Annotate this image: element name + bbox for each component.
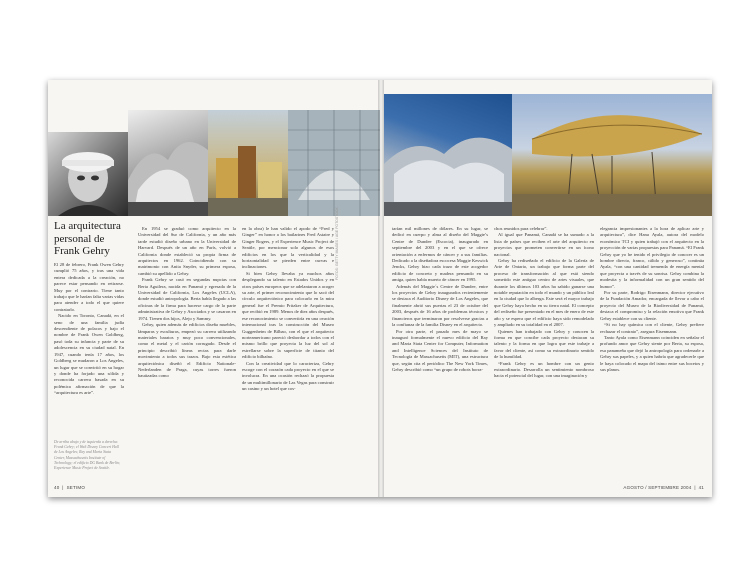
right-col1-p2: Además del Maggie´s Centre de Dundee, entre los proyectos de Gehry inaugurados recientemente se destaca el Auditorio Disney de Los Angeles, que finalmente abrió sus puertas el 23 de octubre del 2003, después de 16 años de problemas técnicos y financieros que terminaron por resolverse gracias a la confianza de la familia Disney en el arquitecto. [392, 283, 488, 328]
left-col3-p1: en la obra) le han valido el apodo de “Fred y Ginger” en honor a los bailarines Fred Astaire y Ginger Rogers, y el Experience Music Project de Seattle, por mencionar solo algunos de esos edificios en los que la verticalidad y la horizontalidad se pierden entre curvas e inclinaciones. [242, 226, 334, 270]
left-col2-p2: Frank Gehry se casó en segundas nupcias con Berta Aguilera, nacida en Panamá y egresada de la Universidad de California, Los Angeles (UCLA), donde estudió antropología. Berta había llegado a las oficinas de la firma para hacerse cargo de la parte administrativa de Gehry y Asociados y se casaron en 1974. Tienen dos hijos, Alejo y Sammy. [138, 277, 236, 321]
intro-paragraph-2: Nacido en Toronto, Canadá, en el seno de una familia judía descendiente de polacos y bajo el nombre de Frank Owen Goldberg, pasó toda su infancia y parte de su adolescencia en su ciudad natal. En 1947, cuando tenía 17 años, los Goldberg se mudaron a Los Angeles, un lugar que se convirtió en su hogar y donde ha forjado una sólida y reconocida carrera basada en su polémica afirmación de que la “arquitectura es arte”. [54, 313, 124, 396]
right-col3-p3: “Si no hay química con el cliente, Gehry prefiere rechazar el contrato”, asegura Eisenmann. [600, 322, 704, 334]
right-col2-p3: Gehry ha rediseñado el edificio de la Galería de Arte de Ontario, un trabajo que forma parte del proceso de transformación al que está siendo sometido este antiguo centro de artes visuales, que durante los últimos 103 años ha sabido ganarse una notable reputación en todo el mundo y un público leal en la ciudad que lo alberga. Este será el mayor trabajo que Gehry haya hecho en su tierra natal. El concepto del rediseño fue presentado en el mes de enero de este año y se espera que el edificio haya sido remodelado y ampliado en su totalidad en el 2007. [494, 258, 594, 328]
right-col2-p5: “Frank Gehry es un hombre con un genio extraordinario. Desarrolla un sentimiento nombroso hacia el potencial del lugar, con una imaginación y [494, 360, 594, 379]
right-col2-p2: Al igual que Panamá, Canadá se ha sumado a la lista de países que reciben el arte del arquitecto en proyectos que prometen convertirse en un ícono nacional. [494, 232, 594, 257]
portrait-photo [48, 132, 128, 216]
photo-caption: De arriba abajo y de izquierda a derecha: Frank Gehry; el Walt Disney Concert Hall de Los Angeles; Ray and Maria Stata Center, Massachusetts Institute of Technology; el edificio DG Bank de Berlín; Experience Music Project de Seattle. [54, 440, 121, 471]
right-col1-p1: tarían mil millones de dólares. En su lugar, se dedicó en cuerpo y alma al diseño del Maggie’s Centre de Dundee (Escocia), inaugurado en septiembre del 2003 y en el que se ofrece orientación a enfermos de cáncer y a sus familias. Dedicado a la diseñadora escocesa Maggie Keswick Jencks, Gehry hizo cada trazo de este acogedor edificio de concreto y madera pensando en su amiga, quien había muerto de cáncer en 1995. [392, 226, 488, 283]
article-title: La arquitectura personal de Frank Gehry [54, 220, 121, 257]
intro-paragraph: El 28 de febrero, Frank Owen Gehry cumplió 75 años, y tras una vida entera dedicada a la creación, no parece estar pensando en retirarse. Muy por el contrario. Tiene tanto trabajo que le harían falta varias vidas para atender a todo el que quiere contratarlo. [54, 262, 124, 312]
right-col3-p4: Tanto Ayala como Eisenmann coinciden en señalar el profundo amor que Gehry siente por Berta, su esposa, esa panameña que dejó la antropología para ordenarle a Gehry sus papeles, y a quien habría que agradecerle que le haya colocado el mapa del istmo entre sus bocetos y sus planos. [600, 334, 704, 372]
right-col3-p1: elegancia impresionantes a la hora de aplicar arte y arquitectura”, dice Hana Ayala, autora del modelo económico TCI y quien trabajó con el arquitecto en la proyección de varias propuestas para Panamá. “El Frank Gehry que yo he tenido el privilegio de conocer es un hombre directo, franco, cálido y generoso”, continúa Ayala, “con una cantidad tremenda de energía mental que proyecta a través de su sonrisa. Gehry combina la modestia y la informalidad con un gran sentido del humor”. [600, 226, 704, 289]
left-col2-p1: En 1954 se graduó como arquitecto en la Universidad del Sur de California, y un año más tarde estudió diseño urbano en la Universidad de Harvard. Después de un año en París, volvió a California donde estableció su propia firma de arquitectos en 1962. Coincidiendo con su matrimonio con Anita Snyder, su primera esposa, cambió su apellido a Gehry. [138, 226, 236, 276]
issue-date: AGOSTO / SEPTIEMBRE 2004 [623, 485, 692, 490]
emp-seattle-photo [384, 94, 512, 216]
right-col2-p4: Quienes han trabajado con Gehry y conocen la forma en que concibe cada proyecto destacan su talento y la forma en que logra que este trabaje a favor del cliente, así como su extraordinario sentido de la humildad. [494, 328, 594, 360]
left-col3-p3: Con la creatividad que lo caracteriza, Gehry escoge con el corazón cada proyecto en el que se involucra. En una ocasión rechazó la propuesta de un multimillonario de Las Vegas para construir un casino y un hotel que cos- [242, 360, 334, 392]
right-col1-p3: Por otra parte, el pasado mes de mayo se inauguró formalmente el nuevo edificio del Ray and Maria Stata Center for Computer, Information and Intelligence Sciences del Instituto de Tecnología de Massachusetts (MIT), una estructura que, según cita el periódico The New York Times, Gehry describió como “un grupo de robots borra- [392, 328, 488, 372]
right-page-number: 41 [698, 485, 704, 490]
left-col2-p3: Gehry, quien además de edificios diseña muebles, lámparas y esculturas, empezó su carrera utilizando materiales baratos y muy poco convencionales, como el metal y el cartón corrugado. Desde el principio describió líneas rectas para darle movimiento a todos sus trazos. Bajo esta estética arquitectónica diseñó el Edificio Nationale-Nederlanden de Praga, cuyas torres fueron bautizadas como [138, 322, 236, 379]
right-col2-p1: chos reunidos para celebrar”. [494, 226, 548, 231]
page-gutter [378, 80, 384, 497]
left-page-number: 40 [54, 485, 60, 490]
right-col3-p2: Por su parte, Rodrigo Eisenmann, director ejecutivo de la Fundación Amador, encargada de llevar a cabo el proyecto del Museo de la Biodiversidad de Panamá, destaca el compromiso y la relación emotiva que Frank Gehry establece con su cliente. [600, 290, 704, 321]
magazine-name: SETIMO [66, 485, 86, 490]
dg-bank-photo [288, 110, 380, 216]
right-footer: AGOSTO / SEPTIEMBRE 2004 | 41 [623, 485, 704, 490]
photo-credit: FOTOS: GETTY IMAGES / AGE FOTOSTOCK [335, 207, 339, 280]
magazine-spread [48, 80, 712, 497]
concert-hall-photo [128, 110, 208, 216]
fish-sculpture-photo [512, 94, 712, 216]
stata-center-photo [208, 110, 288, 216]
left-footer: 40 | SETIMO [54, 485, 86, 490]
left-col3-p2: Si bien Gehry llevaba ya muchos años desplegando su talento en Estados Unidos y en otros países europeos que se adelantaron a acoger su arte, el primer reconocimiento que lo sacó del círculo arquitectónico para colocarlo en la mira general fue el Premio Pritzker de Arquitectura, que recibió en 1989. Menos de diez años después, ese reconocimiento se convertiría en una ovación internacional tras la construcción del Museo Guggenheim de Bilbao, con el que el arquitecto norteamericano pareció desbordar a todos con el mismo brillo que proyecta la luz del sol al estrellarse sobre la superficie de titanio del edificio bilbaíno. [242, 270, 334, 360]
